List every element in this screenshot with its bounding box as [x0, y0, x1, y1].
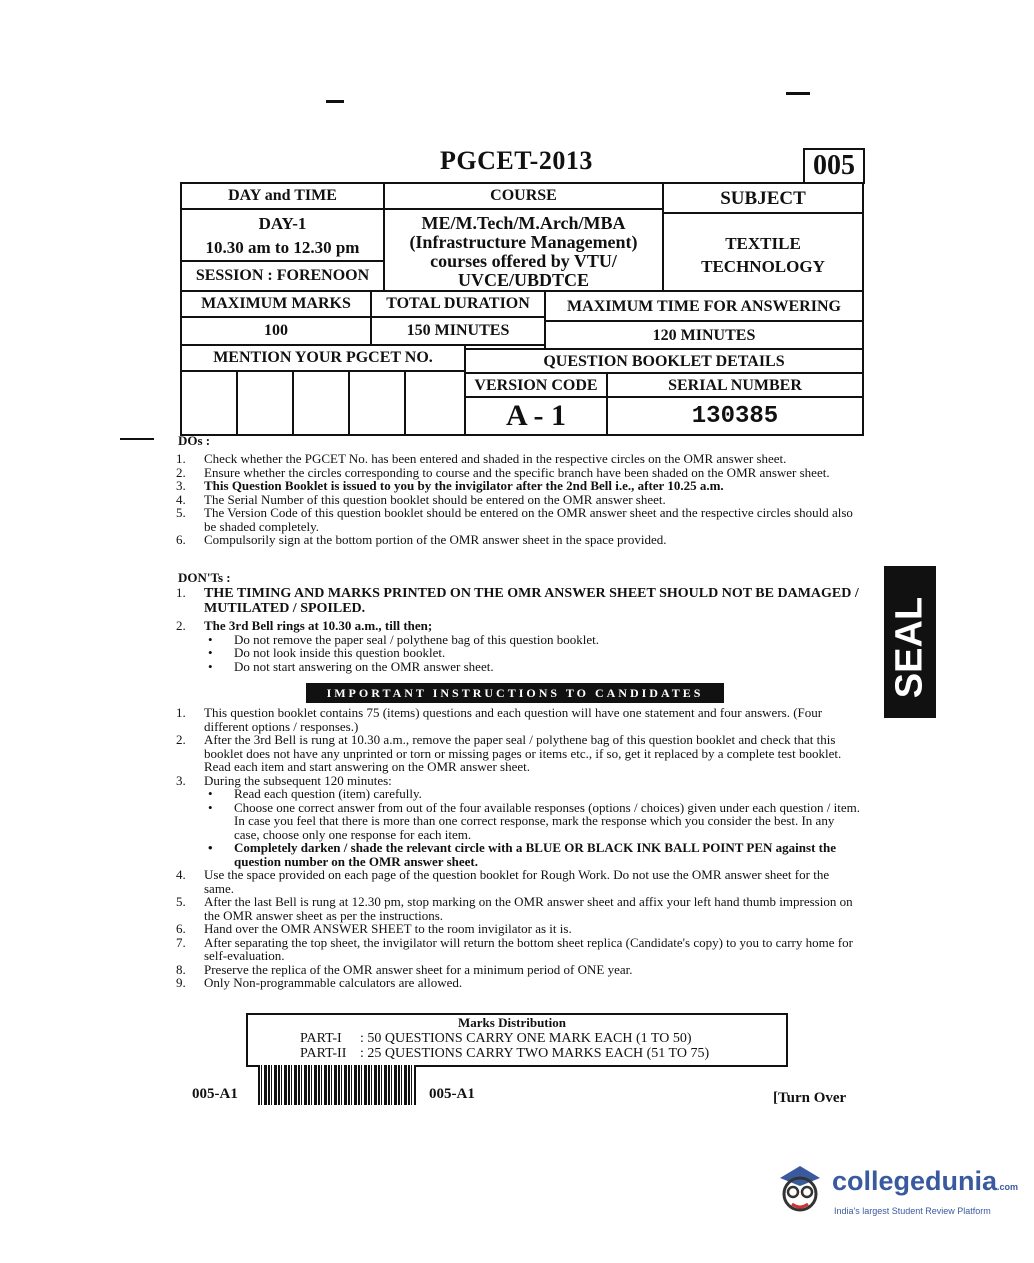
list-item: 2. After the 3rd Bell is rung at 10.30 a.m., remove the paper seal / polythene bag of this question booklet and check that this booklet does not have any unprinted or torn or missing pages or items etc., if so, get it replaced by a complete test booklet. Read each item and start answering on the OMR answer sheet. [176, 732, 842, 774]
serial-number-label: SERIAL NUMBER [606, 372, 864, 398]
logo-dotcom: .com [997, 1182, 1019, 1192]
marks-title: Marks Distribution [458, 1015, 566, 1030]
pgcet-no-box[interactable] [348, 370, 406, 436]
turn-over: [Turn Over [773, 1090, 847, 1106]
max-marks-label: MAXIMUM MARKS [180, 290, 372, 318]
part2-label: PART-II [300, 1046, 347, 1061]
logo-tagline: India's largest Student Review Platform [834, 1206, 991, 1216]
part2-text: : 25 QUESTIONS CARRY TWO MARKS EACH (51 TO 75) [360, 1046, 710, 1061]
exam-title: PGCET-2013 [440, 146, 593, 175]
total-duration-value: 150 MINUTES [370, 316, 546, 346]
footer-code-left: 005-A1 [192, 1086, 238, 1102]
course-line: (Infrastructure Management) [409, 232, 638, 252]
list-item: 5. After the last Bell is rung at 12.30 pm, stop marking on the OMR answer sheet and affix your left hand thumb impression on the OMR answer sheet as per the instructions. [176, 894, 853, 923]
seal-tab [884, 566, 936, 718]
version-code-label: VERSION CODE [464, 372, 608, 398]
bullet-item: • Do not look inside this question booklet. [204, 646, 860, 660]
course-line: ME/M.Tech/M.Arch/MBA [421, 213, 626, 233]
list-item: 1. THE TIMING AND MARKS PRINTED ON THE OMR ANSWER SHEET SHOULD NOT BE DAMAGED / MUTILATED / SPOILED. [176, 585, 859, 616]
pgcet-no-box[interactable] [404, 370, 466, 436]
subject-line: TECHNOLOGY [701, 257, 825, 276]
list-item: 3. During the subsequent 120 minutes: [176, 772, 392, 788]
dos-list [176, 452, 860, 547]
course-cell [383, 208, 664, 292]
list-item: 9. Only Non-programmable calculators are allowed. [176, 975, 463, 990]
list-item: 7. After separating the top sheet, the invigilator will return the bottom sheet replica (Candidate's copy) to you to carry home for self-evaluation. [176, 934, 853, 963]
subject-cell [662, 212, 864, 292]
list-item: 4. Use the space provided on each page of the question booklet for Rough Work. Do not use the OMR answer sheet for the same. [176, 867, 830, 896]
margin-line [120, 438, 154, 440]
paper-code: 005 [803, 148, 865, 184]
marks-distribution [246, 1013, 788, 1067]
dos-heading: DOs : [178, 433, 211, 448]
serial-number-value: 130385 [606, 396, 864, 436]
bullet-item: • Do not start answering on the OMR answer sheet. [204, 660, 860, 674]
list-item: 5. The Version Code of this question booklet should be entered on the OMR answer sheet and the respective circles should also be shaded completely. [176, 505, 853, 534]
day-time-label: DAY and TIME [180, 182, 385, 210]
list-item: 6. Compulsorily sign at the bottom portion of the OMR answer sheet in the space provided. [176, 532, 667, 547]
subject-line: TEXTILE [725, 234, 801, 253]
footer-code-right: 005-A1 [429, 1086, 475, 1102]
total-duration-label: TOTAL DURATION [370, 290, 546, 318]
pgcet-no-box[interactable] [292, 370, 350, 436]
list-item: 6. Hand over the OMR ANSWER SHEET to the room invigilator as it is. [176, 921, 572, 936]
pgcet-no-box[interactable] [236, 370, 294, 436]
max-marks-value: 100 [180, 316, 372, 346]
version-code-value: A - 1 [464, 396, 608, 436]
course-line: UVCE/UBDTCE [457, 270, 590, 290]
seal-label: SEAL [888, 596, 931, 699]
subject-label: SUBJECT [662, 182, 864, 214]
list-item: 1. Check whether the PGCET No. has been entered and shaded in the respective circles on the OMR answer sheet. [176, 451, 787, 466]
scan-mark [326, 100, 344, 103]
day-value: DAY-1 [258, 214, 307, 233]
list-item: 1. This question booklet contains 75 (items) questions and each question will have one statement and four answers. (Four different options / responses.) [176, 705, 823, 734]
bullet-item: • Choose one correct answer from out of the four available responses (options / choices) given under each question / item. In case you feel that there is more than one correct response, mark the response which you consider the best. In any case, choose only one response for each item. [204, 801, 860, 842]
course-label: COURSE [383, 182, 664, 210]
list-item: 2. Ensure whether the circles corresponding to course and the specific branch have been shaded on the OMR answer sheet. [176, 464, 830, 480]
mascot-icon [772, 1160, 828, 1220]
list-item: 4. The Serial Number of this question booklet should be entered on the OMR answer sheet. [176, 491, 666, 507]
instructions-list [176, 706, 860, 990]
logo-name: collegedunia.com [832, 1166, 1019, 1196]
list-item: 8. Preserve the replica of the OMR answer sheet for a minimum period of ONE year. [176, 961, 633, 977]
course-line: courses offered by VTU/ [430, 251, 617, 271]
bullet-item: • Completely darken / shade the relevant circle with a BLUE OR BLACK INK BALL POINT PEN against the question number on the OMR answer sheet. [204, 841, 860, 868]
time-value: 10.30 am to 12.30 pm [205, 238, 360, 257]
scan-mark [786, 92, 810, 95]
pgcet-no-label: MENTION YOUR PGCET NO. [180, 344, 466, 372]
list-item: 2. The 3rd Bell rings at 10.30 a.m., till then; [176, 618, 433, 633]
max-time-label: MAXIMUM TIME FOR ANSWERING [544, 290, 864, 322]
donts-heading: DON'Ts : [178, 570, 231, 585]
max-time-value: 120 MINUTES [544, 320, 864, 350]
booklet-details-label: QUESTION BOOKLET DETAILS [464, 348, 864, 374]
part1-label: PART-I [300, 1031, 342, 1046]
list-item: 3. This Question Booklet is issued to you by the invigilator after the 2nd Bell i.e., after 10.25 a.m. [176, 478, 724, 493]
pgcet-no-box[interactable] [180, 370, 238, 436]
barcode [258, 1065, 416, 1105]
donts-list [176, 586, 860, 673]
bullet-item: • Do not remove the paper seal / polythene bag of this question booklet. [204, 633, 860, 647]
bullet-item: • Read each question (item) carefully. [204, 787, 860, 801]
instructions-banner: IMPORTANT INSTRUCTIONS TO CANDIDATES [306, 683, 724, 703]
part1-text: : 50 QUESTIONS CARRY ONE MARK EACH (1 TO 50) [360, 1031, 692, 1046]
session-value: SESSION : FORENOON [180, 260, 385, 292]
